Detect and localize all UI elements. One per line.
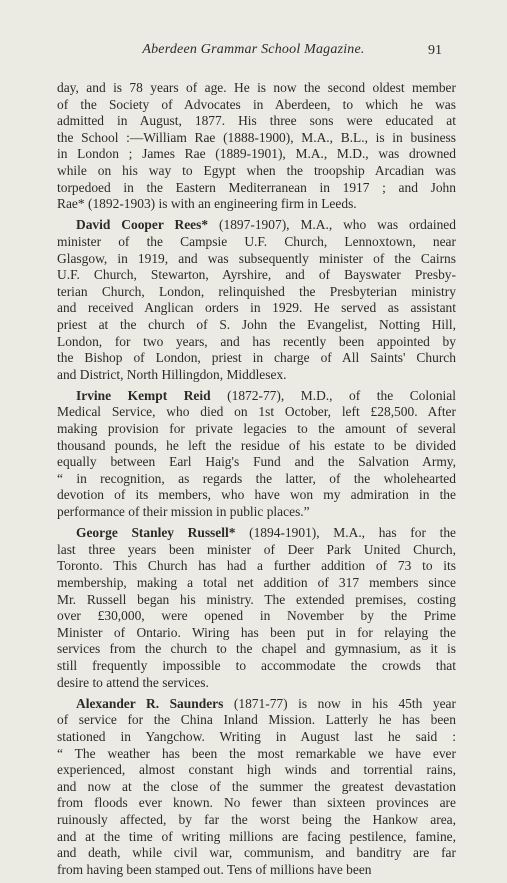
text-line (57, 454, 456, 471)
line-text: U.F. Church, Stewarton, Ayrshire, and of Bayswater Presby- (57, 267, 456, 283)
text-line (57, 130, 456, 147)
line-text: “ The weather has been the most remarkable we have ever (57, 745, 456, 761)
line-text: last three years been minister of Deer Park United Church, (57, 541, 456, 557)
text-line (57, 812, 456, 829)
line-text: Toronto. This Church has had a further addition of 73 to its (57, 558, 456, 574)
line-text: Rae* (1892-1903) is with an engineering firm in Leeds. (57, 196, 357, 212)
text-line (57, 284, 456, 301)
paragraph (57, 80, 456, 213)
line-text: making provision for private legacies to the amount of several (57, 421, 456, 437)
text-line (57, 80, 456, 97)
text-line (57, 300, 456, 317)
text-line (57, 97, 456, 114)
line-text: over £30,000, were opened in November by the Prime (57, 608, 456, 624)
line-text: stationed in Yangchow. Writing in August last he said : (57, 728, 456, 744)
line-text: performance of their mission in public places.” (57, 504, 310, 520)
line-text: and District, North Hillingdon, Middlesex. (57, 366, 287, 382)
line-text: equally between Earl Haig's Fund and the Salvation Army, (57, 454, 456, 470)
person-name: Irvine Kempt Reid (76, 387, 211, 403)
text-line (57, 762, 456, 779)
person-name: Alexander R. Saunders (76, 695, 224, 711)
text-line (57, 267, 456, 284)
line-text: the Bishop of London, priest in charge of All Saints' Church (57, 350, 456, 366)
line-text: in London ; James Rae (1889-1901), M.A., M.D., was drowned (57, 146, 456, 162)
text-line (57, 592, 456, 609)
line-text: devotion of its members, who have won my admiration in the (57, 487, 456, 503)
text-line (57, 862, 456, 879)
text-line (57, 845, 456, 862)
line-text: still frequently impossible to accommodate the crowds that (57, 657, 456, 673)
text-line (57, 729, 456, 746)
line-text: Mr. Russell began his ministry. The extended premises, costing (57, 591, 456, 607)
line-text: day, and is 78 years of age. He is now the second oldest member (57, 80, 456, 95)
line-text: while on his way to Egypt when the troopship Arcadian was (57, 162, 456, 178)
paragraph (57, 696, 456, 879)
line-text: Glasgow, in 1919, and was subsequently minister of the Cairns (57, 250, 456, 266)
line-text: (1872-77), M.D., of the Colonial (210, 387, 456, 403)
text-line (57, 641, 456, 658)
line-text: services from the church to the chapel and gymnasium, as it is (57, 641, 456, 657)
running-title: Aberdeen Grammar School Magazine. (142, 42, 365, 57)
paragraph (57, 525, 456, 691)
line-text: from floods ever known. No fewer than sixteen provinces are (57, 795, 456, 811)
text-line (57, 712, 456, 729)
text-line (57, 251, 456, 268)
text-line (57, 525, 456, 542)
person-name: George Stanley Russell* (76, 525, 236, 541)
line-text: torpedoed in the Eastern Mediterranean in 1917 ; and John (57, 179, 456, 195)
page-number: 91 (428, 43, 442, 58)
text-line (57, 317, 456, 334)
text-line (57, 575, 456, 592)
text-line (57, 388, 456, 405)
line-text: Medical Service, who died on 1st October, left £28,500. After (57, 404, 456, 420)
text-line (57, 829, 456, 846)
text-line (57, 404, 456, 421)
text-line (57, 471, 456, 488)
text-line (57, 625, 456, 642)
text-line (57, 196, 456, 213)
line-text: thousand pounds, he left the residue of his estate to be divided (57, 437, 456, 453)
line-text: “ in recognition, as regards the latter, of the wholehearted (57, 470, 456, 486)
text-line (57, 675, 456, 692)
text-line (57, 487, 456, 504)
text-line (57, 438, 456, 455)
line-text: and now at the close of the summer the greatest devastation (57, 778, 456, 794)
line-text: minister of the Campsie U.F. Church, Lennoxtown, near (57, 233, 456, 249)
line-text: experienced, almost constant high winds and torrential rains, (57, 762, 456, 778)
line-text: ruinously affected, by far the worst being the Hankow area, (57, 811, 456, 827)
line-text: admitted in August, 1877. His three sons were educated at (57, 113, 456, 129)
text-line (57, 334, 456, 351)
text-line (57, 163, 456, 180)
line-text: (1894-1901), M.A., has for the (235, 525, 457, 541)
line-text: and death, while civil war, communism, and banditry are far (57, 845, 456, 861)
text-line (57, 542, 456, 559)
line-text: (1871-77) is now in his 45th year (223, 695, 456, 711)
text-line (57, 421, 456, 438)
text-line (57, 180, 456, 197)
text-line (57, 696, 456, 713)
text-line (57, 608, 456, 625)
text-line (57, 795, 456, 812)
line-text: London, for two years, and has recently been appointed by (57, 333, 456, 349)
text-line (57, 146, 456, 163)
text-line (57, 558, 456, 575)
running-head (0, 42, 507, 62)
line-text: from having been stamped out. Tens of millions have been (57, 861, 372, 877)
line-text: membership, making a total net addition of 317 members since (57, 575, 456, 590)
paragraph (57, 217, 456, 383)
line-text: priest at the church of S. John the Evangelist, Notting Hill, (57, 316, 456, 332)
line-text: (1897-1907), M.A., who was ordained (208, 217, 456, 233)
text-line (57, 217, 456, 234)
line-text: Minister of Ontario. Wiring has been put in for relaying the (57, 624, 456, 640)
text-line (57, 350, 456, 367)
line-text: and at the time of writing millions are facing pestilence, famine, (57, 828, 456, 844)
text-line (57, 746, 456, 763)
text-line (57, 367, 456, 384)
line-text: terian Church, London, relinquished the Presbyterian ministry (57, 283, 456, 299)
line-text: of service for the China Inland Mission. Latterly he has been (57, 712, 456, 728)
line-text: and received Anglican orders in 1929. He served as assistant (57, 300, 456, 316)
body-text (57, 80, 456, 883)
text-line (57, 504, 456, 521)
text-line (57, 234, 456, 251)
line-text: the School :—William Rae (1888-1900), M.A., B.L., is in business (57, 129, 456, 145)
text-line (57, 658, 456, 675)
line-text: of the Society of Advocates in Aberdeen, to which he was (57, 96, 456, 112)
paragraph (57, 388, 456, 521)
text-line (57, 779, 456, 796)
person-name: David Cooper Rees* (76, 217, 209, 233)
line-text: desire to attend the services. (57, 674, 209, 690)
text-line (57, 113, 456, 130)
